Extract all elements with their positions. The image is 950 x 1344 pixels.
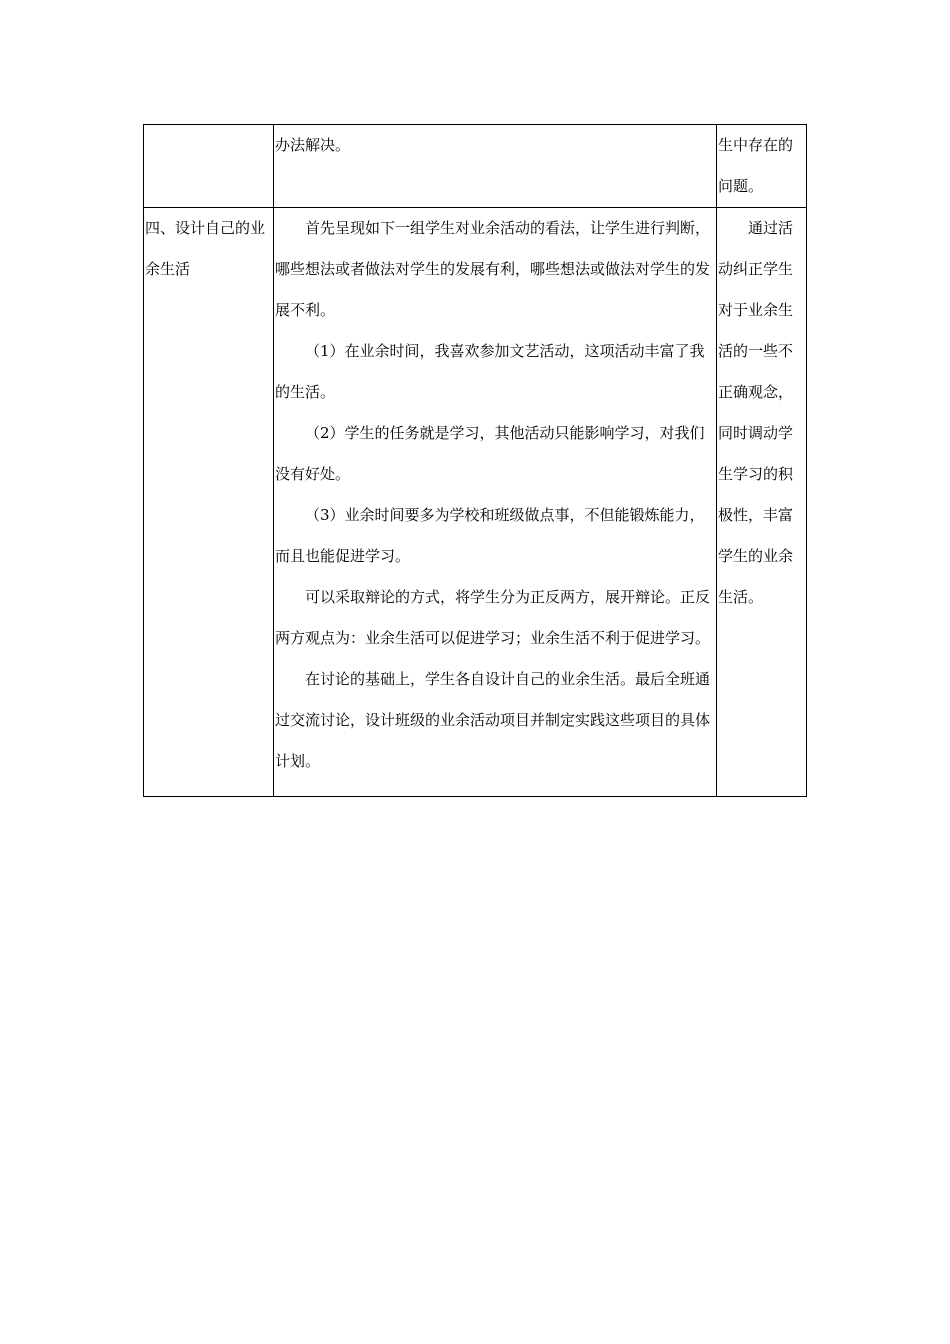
process-paragraph: 在讨论的基础上，学生各自设计自己的业余生活。最后全班通过交流讨论，设计班级的业余活动项目并制定实践这些项目的具体计划。	[275, 670, 711, 770]
process-paragraph: （1）在业余时间，我喜欢参加文艺活动，这项活动丰富了我的生活。	[275, 342, 705, 401]
intent-text: 生中存在的问题。	[718, 136, 794, 195]
intent-text: 通过活动纠正学生对于业余生活的一些不正确观念，同时调动学生学习的积极性，丰富学生的业余生活。	[718, 219, 794, 606]
stage-text: 四、设计自己的业余生活	[145, 219, 266, 278]
lesson-plan-table	[143, 124, 807, 797]
process-paragraph: 办法解决。	[275, 136, 351, 154]
intent-cell	[717, 125, 807, 208]
stage-cell	[144, 208, 274, 797]
table-row	[144, 208, 807, 797]
process-cell	[274, 208, 717, 797]
process-paragraph: 可以采取辩论的方式，将学生分为正反两方，展开辩论。正反两方观点为：业余生活可以促进学习；业余生活不利于促进学习。	[275, 588, 711, 647]
stage-cell	[144, 125, 274, 208]
process-cell	[274, 125, 717, 208]
process-paragraph: （3）业余时间要多为学校和班级做点事，不但能锻炼能力，而且也能促进学习。	[275, 506, 705, 565]
intent-cell	[717, 208, 807, 797]
process-paragraph: （2）学生的任务就是学习，其他活动只能影响学习，对我们没有好处。	[275, 424, 705, 483]
process-paragraph: 首先呈现如下一组学生对业余活动的看法，让学生进行判断，哪些想法或者做法对学生的发展有利，哪些想法或做法对学生的发展不利。	[275, 219, 711, 319]
table-row	[144, 125, 807, 208]
